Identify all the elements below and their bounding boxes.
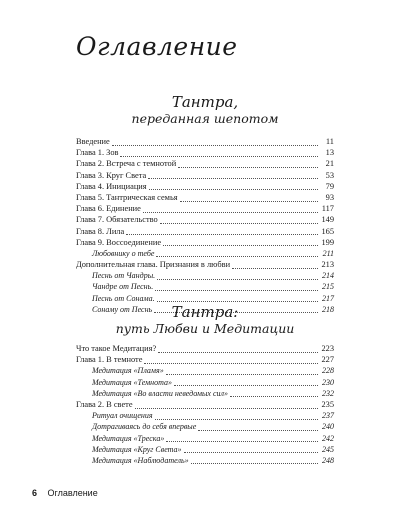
toc-entry-label: Сонаму от Песнь [92,304,153,314]
page-footer [32,488,98,498]
toc-entry [76,377,334,388]
toc-entry [76,270,334,281]
toc-entry-page: 199 [321,237,334,247]
toc-entry-page: 217 [322,293,334,303]
toc-leader-dots [155,283,318,291]
toc-leader-dots [198,423,318,431]
toc-entry-label: Дотрагиваясь до себя впервые [92,422,197,432]
toc-entry-page: 230 [322,377,334,387]
toc-leader-dots [157,272,318,280]
toc-entry-label: Медитация «Наблюдатель» [92,455,189,465]
toc-leader-dots [126,227,318,235]
toc-entry-page: 21 [325,159,334,169]
toc-entry-label: Глава 1. В темноте [76,355,143,365]
toc-entry-label: Медитация «Круг Света» [92,444,182,454]
section2-heading-line2: путь Любви и Медитации [115,321,295,336]
toc-entry-label: Глава 7. Обязательство [76,215,158,225]
toc-entry-label: Глава 1. Зов [76,148,119,158]
toc-leader-dots [166,434,318,442]
toc-entry [76,203,334,214]
toc-leader-dots [191,456,318,464]
toc-entry-page: 117 [321,204,334,214]
toc-entry [76,248,334,259]
toc-leader-dots [155,412,318,420]
toc-leader-dots [178,160,318,168]
toc-entry [76,158,334,169]
toc-entry-page: 248 [322,455,334,465]
toc-entry-label: Введение [76,137,110,146]
toc-entry [76,237,334,248]
toc-entry-label: Глава 2. Встреча с темнотой [76,159,177,169]
toc-entry [76,433,334,444]
toc-entry-label: Медитация «Треска» [92,433,165,443]
toc-entry [76,192,334,203]
toc-entry-label: Что такое Медитация? [76,344,157,353]
section1-heading-line1: Тантра, [171,93,239,111]
toc-entry-label: Глава 6. Единение [76,204,141,214]
section1-heading-line2: переданная шепотом [131,111,279,126]
toc-entry-page: 13 [325,148,334,158]
toc-leader-dots [180,194,318,202]
section1-toc [76,136,334,315]
toc-leader-dots [144,356,318,364]
toc-entry-page: 245 [322,444,334,454]
toc-entry [76,421,334,432]
section2-heading-line1: Тантра: [171,303,239,321]
toc-entry-page: 235 [321,399,334,409]
toc-leader-dots [166,367,318,375]
toc-entry-label: Дополнительная глава. Признания в любви [76,260,231,270]
toc-entry-label: Песнь от Чандры. [92,271,156,281]
toc-leader-dots [149,182,318,190]
toc-entry-label: Медитация «Темнота» [92,377,173,387]
toc-leader-dots [184,445,318,453]
toc-leader-dots [143,205,318,213]
toc-entry-label: Глава 9. Воссоединение [76,237,162,247]
toc-entry-page: 218 [322,304,334,314]
toc-entry [76,281,334,292]
toc-leader-dots [156,249,318,257]
toc-entry-page: 214 [322,271,334,281]
page-title: Оглавление [76,32,238,61]
toc-entry-label: Глава 8. Лила [76,226,125,236]
toc-entry-page: 237 [322,411,334,421]
footer-page-number: 6 [32,488,38,498]
toc-entry-label: Ритуал очищения [92,411,153,421]
toc-entry-page: 165 [321,226,334,236]
toc-entry-label: Любовнику о тебе [92,248,155,258]
toc-entry [76,343,334,354]
toc-entry-label: Песнь от Сонама. [92,293,155,303]
toc-entry [76,399,334,410]
toc-entry [76,259,334,270]
toc-leader-dots [232,261,318,269]
toc-entry [76,444,334,455]
toc-entry [76,170,334,181]
toc-leader-dots [148,171,318,179]
toc-leader-dots [157,294,318,302]
toc-entry-page: 227 [321,355,334,365]
toc-entry-label: Медитация «Во власти неведомых сил» [92,388,229,398]
toc-entry-label: Медитация «Пламя» [92,366,164,376]
toc-entry-label: Глава 4. Инициация [76,181,147,191]
toc-entry [76,214,334,225]
toc-leader-dots [135,401,318,409]
toc-entry-label: Чандре от Песнь. [92,282,154,292]
toc-entry-page: 149 [321,215,334,225]
toc-entry [76,388,334,399]
toc-leader-dots [163,238,318,246]
toc-entry-page: 93 [325,192,334,202]
toc-leader-dots [120,149,318,157]
toc-entry-page: 232 [322,388,334,398]
toc-entry-page: 223 [321,344,334,353]
toc-entry-label: Глава 2. В свете [76,399,133,409]
section1-heading [76,94,334,127]
footer-running-title: Оглавление [47,488,98,498]
section2-toc [76,343,334,466]
toc-entry [76,147,334,158]
toc-leader-dots [174,378,318,386]
toc-entry [76,181,334,192]
toc-entry-label: Глава 3. Круг Света [76,170,147,180]
toc-leader-dots [112,138,318,146]
toc-entry-page: 11 [325,137,334,146]
toc-entry-page: 242 [322,433,334,443]
toc-entry-page: 53 [325,170,334,180]
toc-entry-page: 211 [322,248,334,258]
section2-heading [76,304,334,337]
toc-entry-label: Глава 5. Тантрическая семья [76,192,178,202]
toc-entry-page: 240 [322,422,334,432]
toc-entry [76,136,334,147]
toc-entry-page: 215 [322,282,334,292]
toc-leader-dots [158,345,318,353]
toc-entry-page: 79 [325,181,334,191]
toc-entry [76,354,334,365]
toc-entry-page: 213 [321,260,334,270]
toc-entry [76,455,334,466]
toc-leader-dots [230,389,318,397]
toc-leader-dots [160,216,318,224]
toc-entry [76,226,334,237]
toc-entry [76,410,334,421]
toc-entry-page: 228 [322,366,334,376]
toc-entry [76,365,334,376]
